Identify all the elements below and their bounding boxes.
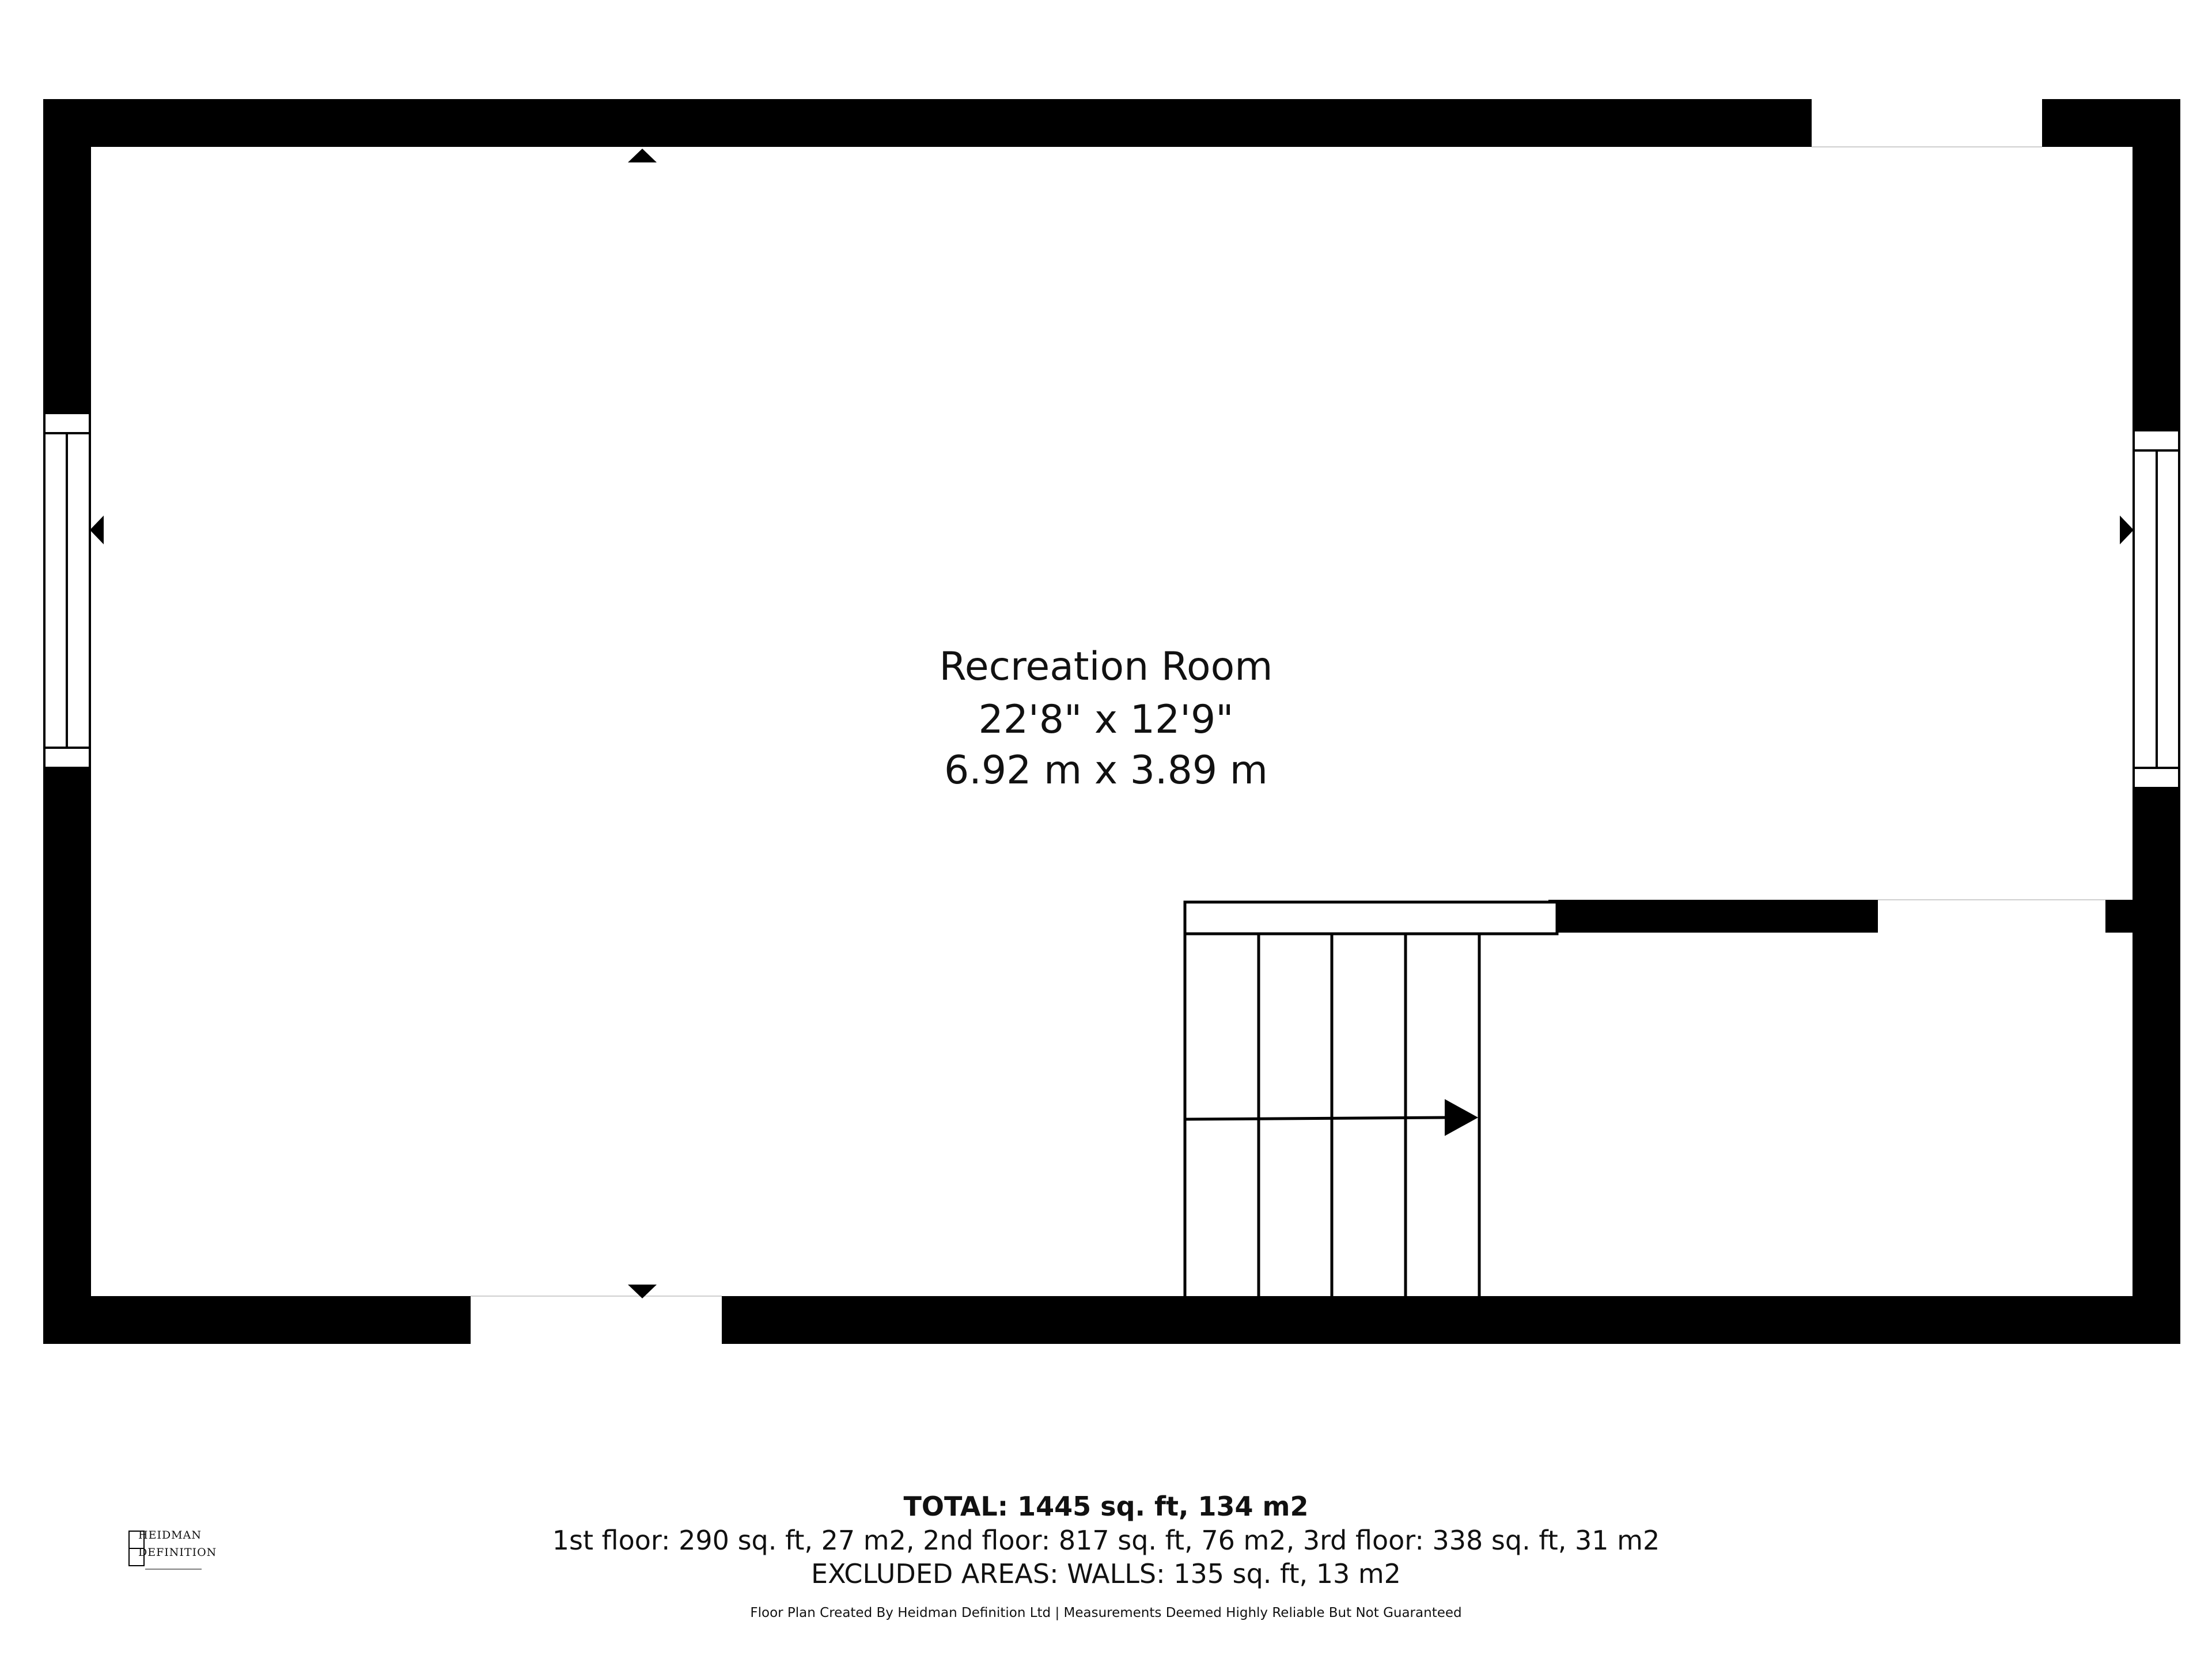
- wall-bottom-left: [43, 1296, 471, 1344]
- arrow-left-icon: [90, 516, 104, 544]
- logo-text: [138, 1527, 217, 1561]
- excluded-areas: EXCLUDED AREAS: WALLS: 135 sq. ft, 13 m2: [811, 1558, 1401, 1589]
- room-dim-metric: 6.92 m x 3.89 m: [944, 748, 1268, 793]
- wall-bottom-right: [722, 1296, 2180, 1344]
- stair-direction-line: [1185, 1118, 1446, 1119]
- floor-areas: 1st floor: 290 sq. ft, 27 m2, 2nd floor: 817 sq. ft, 76 m2, 3rd floor: 338 sq. ft, 31 m2: [552, 1525, 1660, 1556]
- total-area: TOTAL: 1445 sq. ft, 134 m2: [903, 1491, 1309, 1522]
- wall-top-left: [43, 99, 1812, 147]
- room-dim-imperial: 22'8" x 12'9": [978, 697, 1234, 743]
- staircase: [1185, 902, 1557, 1296]
- area-summary: [472, 1489, 1740, 1590]
- wall-left-upper: [43, 99, 91, 413]
- room-name: Recreation Room: [939, 644, 1273, 690]
- wall-right-lower: [2133, 788, 2180, 1344]
- arrow-right-icon: [2120, 516, 2134, 544]
- stair-landing: [1185, 902, 1557, 934]
- wall-left-lower: [43, 768, 91, 1344]
- wall-right-upper: [2133, 99, 2180, 430]
- room-label: [703, 639, 1509, 796]
- window-right: [2134, 430, 2179, 788]
- credit-text: Floor Plan Created By Heidman Definition Ltd | Measurements Deemed Highly Reliable But Not Guaranteed: [750, 1605, 1462, 1620]
- window-left: [44, 413, 90, 768]
- wall-interior-stub: [2105, 900, 2134, 933]
- stair-direction-arrow-icon: [1445, 1099, 1478, 1136]
- logo-line-2: DEFINITION: [138, 1546, 217, 1559]
- arrow-up-icon: [628, 149, 657, 162]
- logo-line-1: HEIDMAN: [138, 1529, 202, 1541]
- wall-interior-partition: [1548, 900, 1878, 933]
